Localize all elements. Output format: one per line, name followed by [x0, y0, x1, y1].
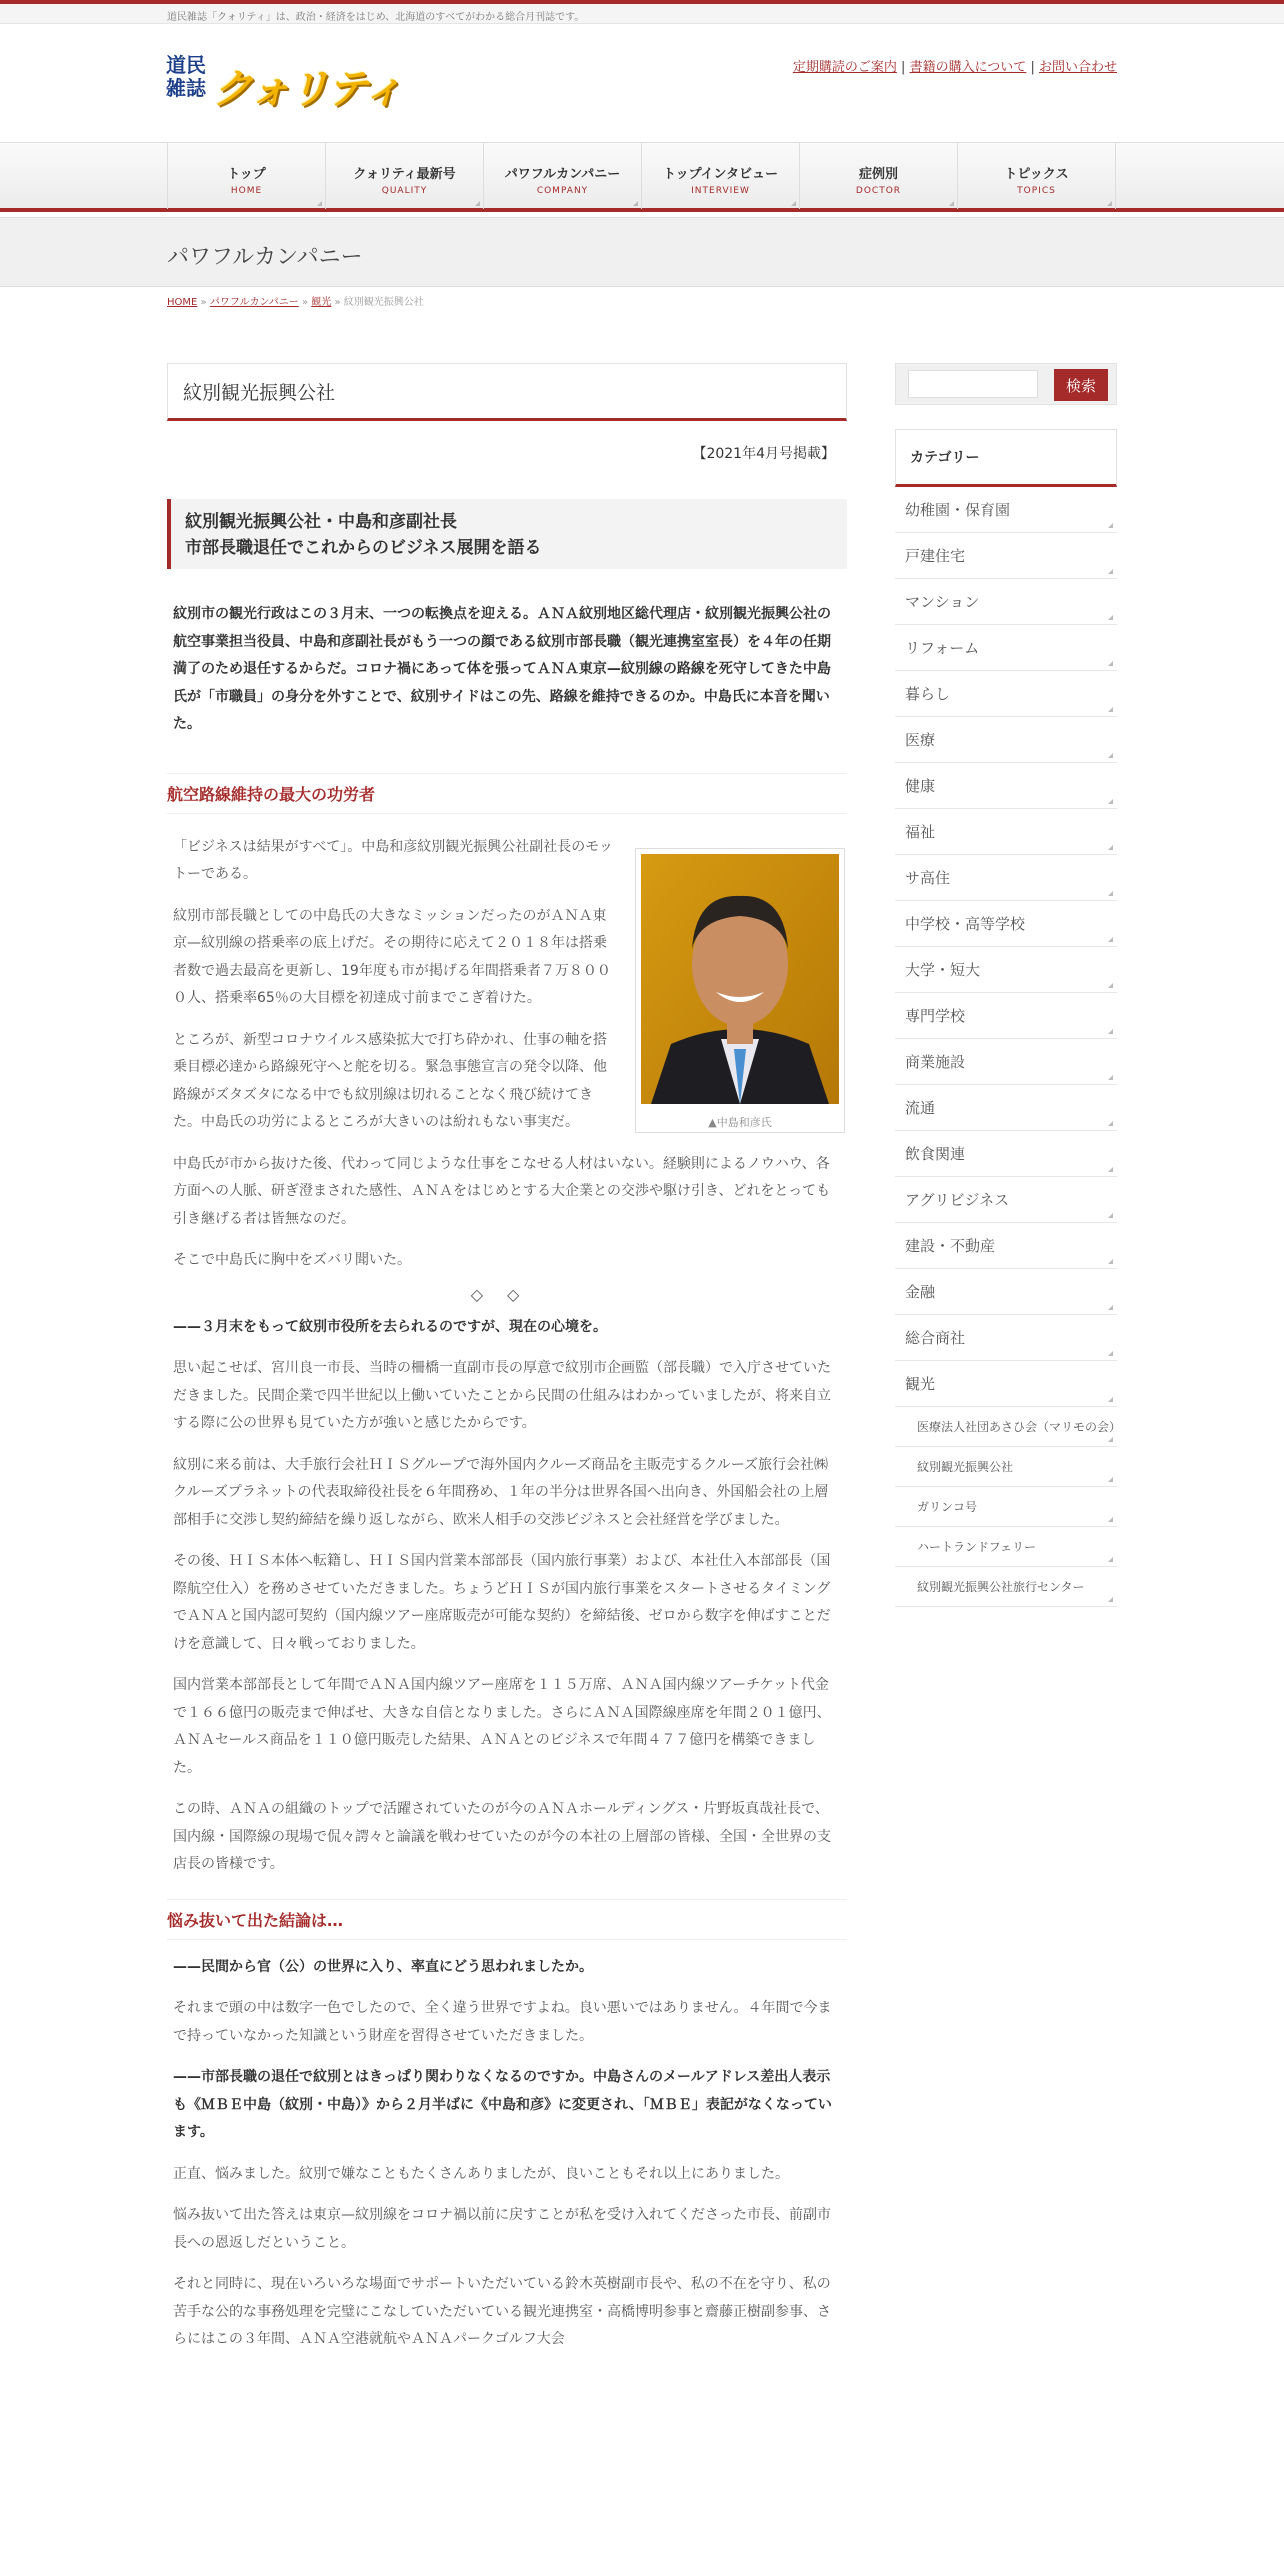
breadcrumb-sep: » [334, 297, 341, 308]
breadcrumb-company[interactable]: パワフルカンパニー [209, 297, 299, 308]
nav-item-interview[interactable] [641, 143, 799, 209]
subcategory-item[interactable]: 紋別観光振興公社旅行センター [895, 1567, 1117, 1607]
paragraph: それまで頭の中は数字一色でしたので、全く違う世界ですよね。良い悪いではありません。４年間で今まで持っていなかった知識という財産を習得させていただきました。 [173, 2000, 832, 2044]
category-item[interactable]: マンション [895, 579, 1117, 625]
search-box [895, 363, 1117, 405]
nav-label: クォリティ最新号 [353, 167, 456, 182]
category-item[interactable]: サ高住 [895, 855, 1117, 901]
nav-sublabel: TOPICS [1017, 186, 1056, 196]
nav-label: パワフルカンパニー [504, 167, 621, 182]
paragraph: 国内営業本部部長として年間でＡＮＡ国内線ツアー座席を１１５万席、ＡＮＡ国内線ツアーチケット代金で１６６億円の販売まで伸ばせ、大きな自信となりました。さらにＡＮＡ国際線座席を年間２０１億円、ＡＮＡセールス商品を１１０億円販売した結果、ＡＮＡとのビジネスで年間４７７億円を構築できました。 [173, 1677, 831, 1776]
paragraph: 正直、悩みました。紋別で嫌なこともたくさんありましたが、良いこともそれ以上にありました。 [173, 2165, 789, 2182]
sidebar [895, 363, 1122, 1607]
page-title: パワフルカンパニー [167, 245, 363, 270]
paragraph: 中島氏が市から抜けた後、代わって同じような仕事をこなせる人材はいない。経験則によるノウハウ、各方面への人脈、研ぎ澄まされた感性、ＡＮＡをはじめとする大企業との交渉や駆け引き、どれをとっても引き継げる者は皆無なのだ。 [173, 1155, 831, 1227]
paragraph: ところが、新型コロナウイルス感染拡大で打ち砕かれ、仕事の軸を搭乗目標必達から路線死守へと舵を切る。緊急事態宣言の発令以降、他路線がズタズタになる中でも紋別線は切れることなく飛び続けてきた。中島氏の功労によるところが大きいのは紛れもない事実だ。 [173, 1031, 607, 1130]
site-logo[interactable] [166, 54, 434, 112]
paragraph: 悩み抜いて出た答えは東京—紋別線をコロナ禍以前に戻すことが私を受け入れてくださった市長、前副市長への恩返しだということ。 [173, 2207, 831, 2251]
photo-caption: ▲中島和彦氏 [708, 1115, 772, 1129]
category-item[interactable]: 中学校・高等学校 [895, 901, 1117, 947]
section-heading: 航空路線維持の最大の功労者 [167, 773, 847, 814]
category-item[interactable]: アグリビジネス [895, 1177, 1117, 1223]
subcategory-item[interactable]: 紋別観光振興公社 [895, 1447, 1117, 1487]
nav-sublabel: COMPANY [536, 186, 589, 196]
breadcrumb-current: 紋別観光振興公社 [343, 297, 424, 308]
breadcrumb-sep: » [200, 297, 207, 308]
category-item[interactable]: 建設・不動産 [895, 1223, 1117, 1269]
category-item[interactable]: 専門学校 [895, 993, 1117, 1039]
breadcrumb-home[interactable]: HOME [167, 297, 198, 308]
category-item[interactable]: 金融 [895, 1269, 1117, 1315]
link-contact[interactable]: お問い合わせ [1038, 60, 1117, 75]
site-header [0, 24, 1284, 142]
link-separator: | [901, 60, 906, 75]
headline-line-1: 紋別観光振興公社・中島和彦副社長 [185, 512, 457, 532]
paragraph: その後、ＨＩＳ本体へ転籍し、ＨＩＳ国内営業本部部長（国内旅行事業）および、本社仕入本部部長（国際航空仕入）を務めさせていただきました。ちょうどＨＩＳが国内旅行事業をスタートさせるタイミングでＡＮＡと国内認可契約（国内線ツアー座席販売が可能な契約）を締結後、ゼロから数字を伸ばすことだけを意識して、日々戦っておりました。 [173, 1553, 831, 1652]
subcategory-item[interactable]: ガリンコ号 [895, 1487, 1117, 1527]
category-item[interactable]: リフォーム [895, 625, 1117, 671]
nav-label: トップインタビュー [663, 167, 778, 182]
subcategory-item[interactable]: 医療法人社団あさひ会（マリモの会） [895, 1407, 1117, 1447]
category-item[interactable]: 総合商社 [895, 1315, 1117, 1361]
category-heading: カテゴリー [895, 429, 1117, 487]
question: ——民間から官（公）の世界に入り、率直にどう思われましたか。 [173, 1958, 593, 1975]
site-tagline: 道民雑誌「クォリティ」は、政治・経済をはじめ、北海道のすべてがわかる総合月刊誌です。 [167, 12, 585, 23]
category-item-tourism[interactable]: 観光 [895, 1361, 1117, 1407]
nav-item-home[interactable] [167, 143, 325, 209]
portrait-image [641, 854, 839, 1104]
article-main [167, 363, 847, 2354]
category-item[interactable]: 健康 [895, 763, 1117, 809]
article-headline [167, 499, 847, 569]
category-item[interactable]: 飲食関連 [895, 1131, 1117, 1177]
nav-sublabel: QUALITY [381, 186, 428, 196]
paragraph: この時、ＡＮＡの組織のトップで活躍されていたのが今のＡＮＡホールディングス・片野坂真哉社長で、国内線・国際線の現場で侃々諤々と論議を戦わせていたのが今の本社の上層部の皆様、全国・全世界の支店長の皆様です。 [173, 1801, 831, 1872]
paragraph: 「ビジネスは結果がすべて」。中島和彦紋別観光振興公社副社長のモットーである。 [173, 838, 613, 882]
search-input[interactable] [908, 370, 1038, 398]
nav-item-topics[interactable] [957, 143, 1116, 209]
article-title-box [167, 363, 847, 421]
question: ——市部長職の退任で紋別とはきっぱり関わりなくなるのですか。中島さんのメールアドレス差出人表示も《ＭＢＥ中島（紋別・中島）》から２月半ばに《中島和彦》に変更され、「ＭＢＥ」表記がなくなっています。 [173, 2069, 832, 2140]
search-button[interactable]: 検索 [1054, 369, 1108, 401]
question: ——３月末をもって紋別市役所を去られるのですが、現在の心境を。 [173, 1318, 607, 1335]
subcategory-item[interactable]: ハートランドフェリー [895, 1527, 1117, 1567]
category-item[interactable]: 大学・短大 [895, 947, 1117, 993]
breadcrumb-sep: » [301, 297, 309, 308]
link-separator: | [1030, 60, 1035, 75]
paragraph: 紋別に来る前は、大手旅行会社ＨＩＳグループで海外国内クルーズ商品を主販売するクルーズ旅行会社㈱クルーズプラネットの代表取締役社長を６年間務め、１年の半分は世界各国へ出向き、外国船会社の上層部相手に交渉し契約締結を繰り返しながら、欧米人相手の交渉ビジネスと会社経営を学びました。 [173, 1456, 829, 1528]
nav-item-quality[interactable] [325, 143, 483, 209]
nav-item-company[interactable] [483, 143, 641, 209]
nav-label: トピックス [1004, 167, 1069, 182]
breadcrumb-tourism[interactable]: 観光 [311, 297, 332, 308]
nav-sublabel: INTERVIEW [691, 186, 750, 196]
global-nav [0, 142, 1284, 212]
issue-label: 【2021年4月号掲載】 [692, 446, 835, 462]
paragraph: そこで中島氏に胸中をズバリ聞いた。 [173, 1252, 411, 1268]
paragraph: それと同時に、現在いろいろな場面でサポートいただいている鈴木英樹副市長や、私の不在を守り、私の苦手な公的な事務処理を完璧にこなしていただいている観光連携室・高橋博明参事と齋藤正樹副参事、さらにはこの３年間、ＡＮＡ空港就航やＡＮＡパークゴルフ大会 [173, 2276, 831, 2347]
nav-item-doctor[interactable] [799, 143, 957, 209]
category-item[interactable]: 流通 [895, 1085, 1117, 1131]
category-item[interactable]: 医療 [895, 717, 1117, 763]
category-item[interactable]: 幼稚園・保育園 [895, 487, 1117, 533]
paragraph: 紋別市部長職としての中島氏の大きなミッションだったのがＡＮＡ東京—紋別線の搭乗率の底上げだ。その期待に応えて２０１８年は搭乗者数で過去最高を更新し、19年度も市が掲げる年間搭乗者７万８０００人、搭乗率65％の大目標を初達成寸前までこぎ着けた。 [173, 907, 611, 1006]
nav-label: 症例別 [858, 167, 898, 182]
header-links [793, 56, 1117, 75]
nav-label: トップ [227, 167, 266, 182]
category-list [895, 487, 1122, 1607]
section-heading: 悩み抜いて出た結論は… [167, 1899, 847, 1940]
headline-line-2: 市部長職退任でこれからのビジネス展開を語る [185, 538, 542, 558]
article-lead: 紋別市の観光行政はこの３月末、一つの転換点を迎える。ＡＮＡ紋別地区総代理店・紋別観光振興公社の航空事業担当役員、中島和彦副社長がもう一つの顔である紋別市部長職（観光連携室室長）を４年の任期満了のため退任するからだ。コロナ禍にあって体を張ってＡＮＡ東京—紋別線の路線を死守してきた中島氏が「市職員」の身分を外すことで、紋別サイドはこの先、路線を維持できるのか。中島氏に本音を聞いた。 [173, 606, 831, 732]
category-item[interactable]: 戸建住宅 [895, 533, 1117, 579]
link-book-purchase[interactable]: 書籍の購入について [909, 60, 1027, 75]
nav-sublabel: DOCTOR [855, 186, 902, 196]
paragraph: 思い起こせば、宮川良一市長、当時の柵橋一直副市長の厚意で紋別市企画監（部長職）で入庁させていただきました。民間企業で四半世紀以上働いていたことから民間の仕組みはわかっていましたが、将来自立する際に公の世界も見ていた方が強いと感じたからです。 [173, 1360, 831, 1431]
link-subscription[interactable]: 定期購読のご案内 [792, 60, 897, 75]
logo-text-small: 道民雑誌 [166, 53, 206, 100]
category-item[interactable]: 商業施設 [895, 1039, 1117, 1085]
article-title: 紋別観光振興公社 [183, 381, 336, 404]
portrait-photo [635, 848, 845, 1133]
top-info-bar [0, 0, 1284, 24]
breadcrumb [167, 293, 424, 308]
logo-text-large: クォリティ [212, 65, 402, 113]
nav-sublabel: HOME [230, 186, 263, 196]
category-item[interactable]: 暮らし [895, 671, 1117, 717]
divider-diamonds: ◇◇ [470, 1284, 544, 1304]
category-item[interactable]: 福祉 [895, 809, 1117, 855]
page-title-bar [0, 217, 1284, 287]
